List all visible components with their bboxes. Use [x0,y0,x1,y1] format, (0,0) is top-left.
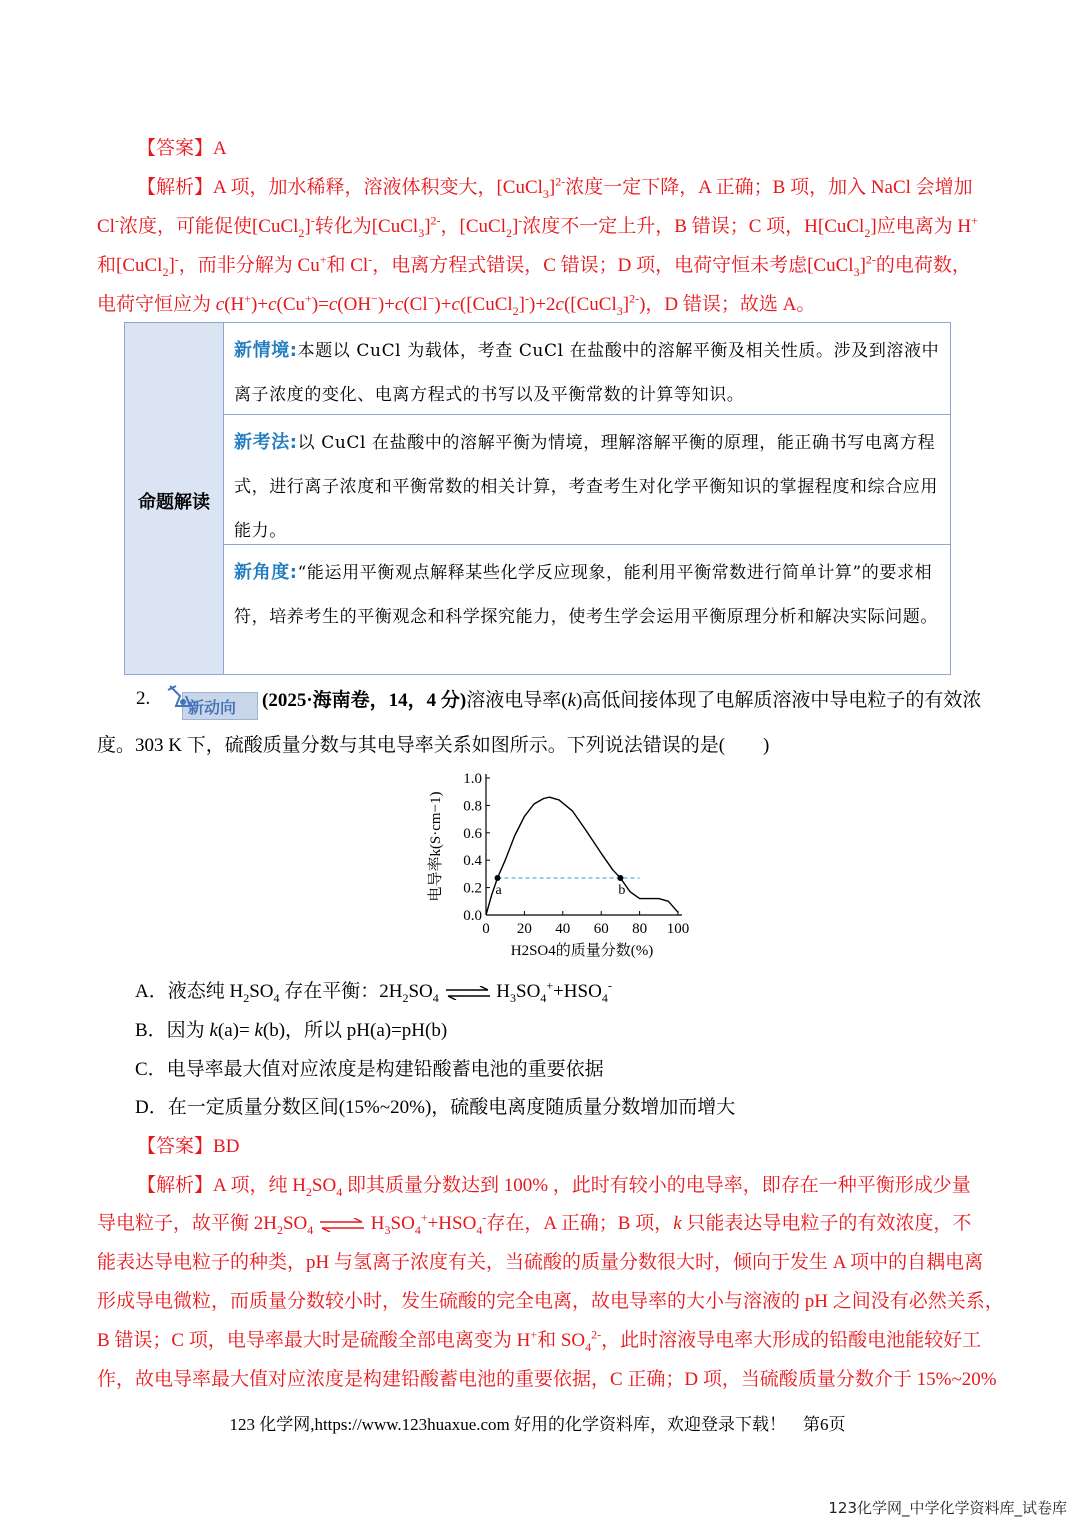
question-number: 2. [136,688,151,709]
interpretation-row-method [224,415,950,545]
q1-analysis-line-3: 和[CuCl$_2$]-，而非分解为 Cu+和 Cl-，电离方程式错误，C 错误；D 项，电荷守恒未考虑[CuCl$_3$]$^{2-}$的电荷数， [97,252,971,279]
badge-label: 新动向 [188,698,237,717]
y-tick-label: 0.4 [463,853,482,870]
q1-answer-label: 【答案】 [137,138,214,159]
y-tick-label: 1.0 [463,771,482,787]
q2-answer-value: BD [213,1136,240,1157]
x-tick-label: 100 [666,921,690,937]
interpretation-title-cell [125,323,224,674]
row-head: 新角度: [234,562,298,583]
y-tick-label: 0.6 [463,825,482,842]
point-label-a: a [495,883,502,899]
q2-source: (2025·海南卷，14，4 分) [262,690,467,711]
q2-stem-line-2: 度。303 K 下，硫酸质量分数与其电导率关系如图所示。下列说法错误的是( ) [97,735,770,756]
q2-analysis-line-2: 导电粒子，故平衡 $2H_2SO_4$ $H_3SO_4^++HSO_4^-$存在，A 正确；B 项，k 只能表达导电粒子的有效浓度，不 [97,1210,972,1237]
q2-analysis-line-6: 作，故电导率最大值对应浓度是构建铅酸蓄电池的重要依据，C 正确；D 项，当硫酸质量分数介于 15%~20% [97,1369,997,1390]
x-tick-label: 40 [555,921,571,937]
option-a: A．液态纯 $H_2SO_4$ 存在平衡：$2H_2SO_4$ $H_3SO_4^++HSO_4^-$ [135,978,612,1005]
interpretation-row-context [224,323,950,415]
point-a [495,875,501,881]
q1-analysis-line-1: 【解析】A 项，加水稀释，溶液体积变大，[CuCl$_3$]$^{2-}$浓度一定下降，A 正确；B 项，加入 NaCl 会增加 [137,174,973,201]
q2-analysis-line-5: B 错误；C 项，电导率最大时是硫酸全部电离变为 H+和 $SO_4^{2-}$，此时溶液导电率大形成的铅酸电池能较好工 [97,1327,982,1354]
q2-analysis-line-4: 形成导电微粒，而质量分数较小时，发生硫酸的完全电离，故电导率的大小与溶液的 pH 之间没有必然关系， [97,1291,1004,1312]
conductivity-curve [486,797,678,915]
x-tick-label: 60 [593,921,609,937]
row-head: 新情境: [234,340,298,361]
x-tick-label: 0 [482,921,490,937]
page-footer: 123 化学网,https://www.123huaxue.com 好用的化学资料库，欢迎登录下载！ 第6页 [229,1415,846,1434]
row-text: 本题以 CuCl 为载体，考查 CuCl 在盐酸中的溶解平衡及相关性质。涉及到溶液中离子浓度的变化、电离方程式的书写以及平衡常数的计算等知识。 [234,341,940,405]
q2-analysis-line-3: 能表达导电粒子的种类，pH 与氢离子浓度有关，当硫酸的质量分数很大时，倾向于发生 A 项中的自耦电离 [97,1252,984,1273]
conductivity-chart [410,768,710,968]
new-trend-badge [166,684,258,720]
q1-analysis-line-2: Cl-浓度，可能促使[CuCl$_2$]-转化为[CuCl$_3$]$^{2-}$，[CuCl$_2$]-浓度不一定上升，B 错误；C 项，H[CuCl$_2$]应电离为 H+ [97,213,978,240]
x-axis-label: H2SO4的质量分数(%) [510,943,654,959]
interpretation-title: 命题解读 [138,492,210,513]
point-label-b: b [618,883,626,899]
y-tick-label: 0.8 [463,798,482,815]
option-c: C．电导率最大值对应浓度是构建铅酸蓄电池的重要依据 [135,1059,604,1080]
y-tick-label: 0.2 [463,880,482,897]
y-tick-label: 0.0 [463,908,482,924]
q2-answer [97,1134,977,1160]
row-text: 以 CuCl 在盐酸中的溶解平衡为情境，理解溶解平衡的原理，能正确书写电离方程式，进行离子浓度和平衡常数的相关计算，考查考生对化学平衡知识的掌握程度和综合应用能力。 [234,433,938,541]
watermark-text: 123化学网_中学化学资料库_试卷库 [828,1499,1067,1517]
q1-analysis-line-4: 电荷守恒应为 c(H+)+c(Cu+)=c(OH−)+c(Cl−)+c([CuCl$_2$]-)+2c([CuCl$_3$]$^{2-}$)，D 错误；故选 A。 [97,291,816,318]
q1-answer-value: A [213,138,227,159]
option-b: B．因为 k(a)= k(b)，所以 pH(a)=pH(b) [135,1020,448,1041]
x-tick-label: 20 [516,921,532,937]
x-tick-label: 80 [632,921,648,937]
q2-stem-line-1: (2025·海南卷，14，4 分)溶液电导率(k)高低间接体现了电解质溶液中导电粒子的有效浓 [262,690,982,711]
interpretation-table [124,322,951,675]
equilibrium-arrow-icon [444,986,492,1000]
interpretation-row-angle [224,545,950,676]
row-text: “能运用平衡观点解释某些化学反应现象，能利用平衡常数进行简单计算”的要求相符，培养考生的平衡观念和科学探究能力，使考生学会运用平衡原理分析和解决实际问题。 [234,563,938,627]
row-head: 新考法: [234,432,298,453]
option-d: D．在一定质量分数区间(15%~20%)，硫酸电离度随质量分数增加而增大 [135,1097,736,1118]
y-axis-label: 电导率k(S·cm−1) [428,791,444,902]
q2-analysis-line-1: 【解析】A 项，纯 $H_2SO_4$ 即其质量分数达到 100% ，此时有较小的电导率，即存在一种平衡形成少量 [137,1175,971,1199]
point-b [617,875,623,881]
q2-analysis-label: 【解析】 [137,1175,214,1196]
q1-analysis-label: 【解析】 [137,177,214,198]
q1-answer [97,136,977,162]
q2-answer-label: 【答案】 [137,1136,214,1157]
equilibrium-arrow-icon [318,1218,366,1232]
